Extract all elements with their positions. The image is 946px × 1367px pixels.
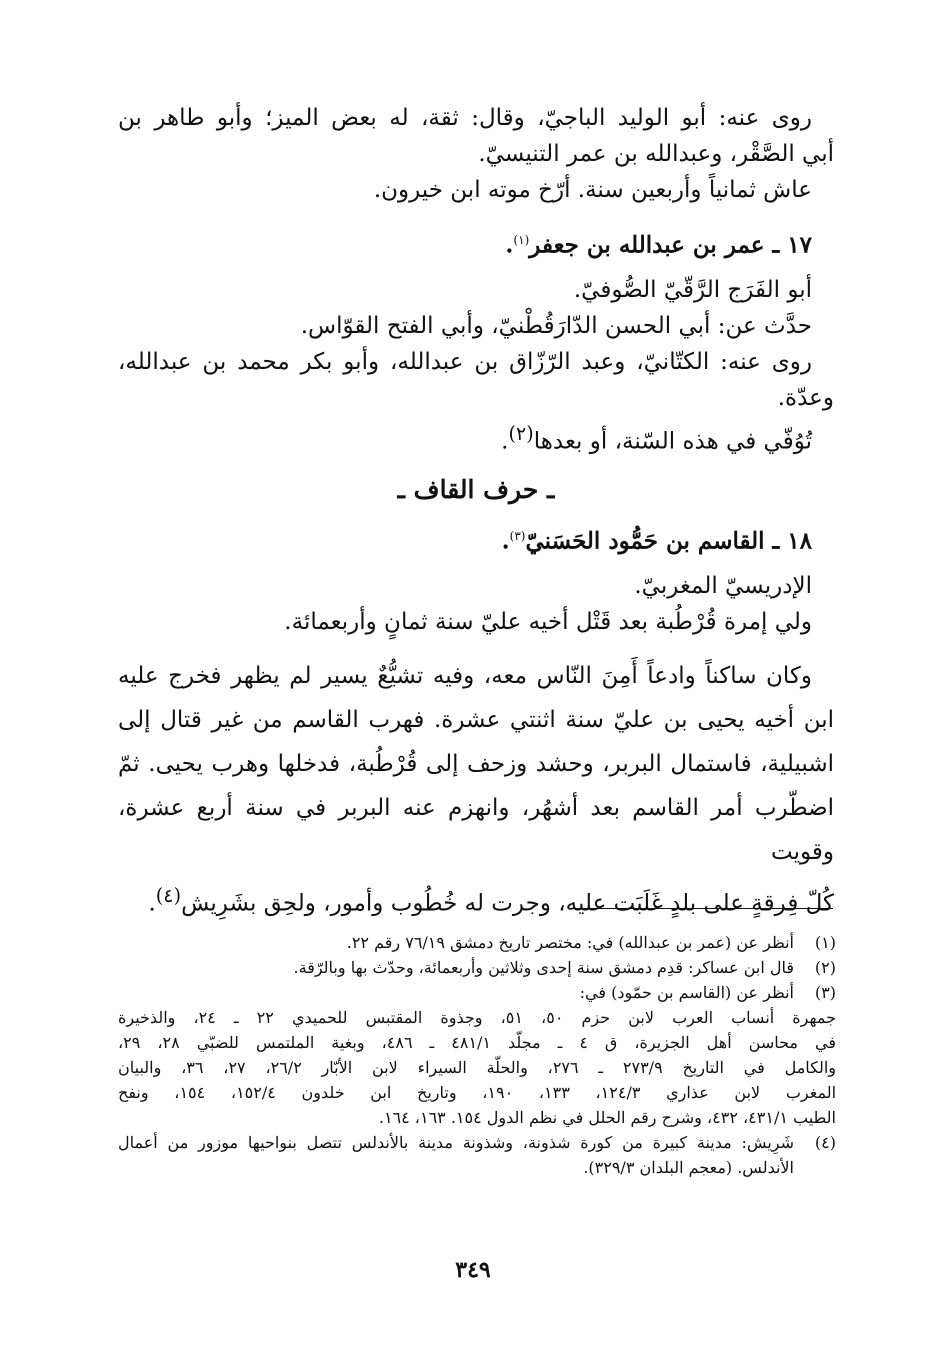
footnote-line: شَرِيش: مدينة كبيرة من كورة شذونة، وشذونة مدينة بالأندلس تتصل بنواحيها موزور من أعمال — [118, 1133, 794, 1152]
footnote-2 — [118, 955, 836, 980]
entry-heading-18 — [118, 518, 834, 560]
text-line: الإدريسيّ المغربيّ. — [634, 572, 812, 599]
footnote-ref: (٣) — [509, 529, 526, 544]
footnote-line: والكامل في التاريخ ٢٧٣/٩ ـ ٢٧٦، والحلّة السيراء لابن الأبّار ٢٦/٢، ٢٧، ٣٦، والبيان — [118, 1058, 837, 1077]
page-body — [118, 100, 834, 926]
text-line: ولي إمرة قُرْطُبة بعد قَتْل أخيه عليّ سنة ثمانٍ وأربعمائة. — [284, 608, 812, 635]
paragraph-line: اضطّرب أمر القاسم بعد أشهُر، وانهزم عنه البربر في سنة أربع عشرة، وقويت — [118, 794, 834, 865]
footnote-line: جمهرة أنساب العرب لابن حزم ٥٠، ٥١، وجذوة المقتبس للحميدي ٢٢ ـ ٢٤، والذخيرة — [118, 1008, 837, 1027]
footnote-number: (٤) — [814, 1133, 836, 1152]
line-end: . — [501, 428, 509, 455]
line-end: . — [148, 890, 156, 917]
footnote-separator — [575, 908, 833, 909]
footnote-number: (٢) — [814, 958, 836, 977]
text-line: روى عنه: أبو الوليد الباجيّ، وقال: ثقة، له بعض الميز؛ وأبو طاهر بن — [118, 105, 812, 131]
paragraph-line-last — [118, 874, 834, 926]
footnote-text: أنظر عن (عمر بن عبدالله) في: مختصر تاريخ دمشق ٧٦/١٩ رقم ٢٢. — [346, 933, 794, 952]
footnote-number: (١) — [814, 933, 836, 952]
footnote-text: أنظر عن (القاسم بن حمّود) في: — [579, 983, 794, 1002]
body-paragraph — [118, 654, 834, 926]
entry-title-end: . — [501, 527, 510, 555]
footnote-text: قال ابن عساكر: قدِم دمشق سنة إحدى وثلاثين وأربعمائة، وحدّث بها وبالرّقة. — [293, 958, 794, 977]
entry-title: ١٧ ـ عمر بن عبدالله بن جعفر — [529, 231, 812, 259]
footnote-4 — [118, 1130, 836, 1180]
footnote-line: المغرب لابن عذاري ١٢٤/٣، ١٣٣، ١٩٠، وتاريخ ابن خلدون ١٥٢/٤، ١٥٤، ونفح — [118, 1083, 837, 1102]
paragraph-line: وكان ساكناً وادعاً أَمِنَ النّاس معه، وفيه تشيُّعٌ يسير لم يظهر فخرج عليه — [118, 662, 812, 689]
chapter-heading: ـ حرف القاف ـ — [397, 475, 555, 505]
line-text: تُوُفّي في هذه السّنة، أو بعدها — [533, 428, 812, 455]
footnote-3 — [118, 980, 836, 1005]
page-number: ٣٤٩ — [455, 1257, 491, 1283]
entry-title-end: . — [505, 231, 514, 259]
text-line: روى عنه: الكتّانيّ، وعبد الرّزّاق بن عبدالله، وأبو بكر محمد بن عبدالله، — [118, 348, 812, 375]
entry-title: ١٨ ـ القاسم بن حَمُّود الحَسَنيّ — [525, 527, 812, 555]
paragraph-line: ابن أخيه يحيى بن عليّ سنة اثنتي عشرة. فهرب القاسم من غير قتال إلى — [118, 706, 834, 733]
footnote-ref: (٢) — [508, 421, 534, 445]
footnote-line: الطيب ٤٣١/١، ٤٣٢، وشرح رقم الحلل في نظم الدول ١٥٤. ١٦٣، ١٦٤. — [378, 1108, 836, 1127]
footnote-text — [118, 1130, 794, 1180]
text-line — [118, 416, 834, 460]
text-line: أبي الصَّقْر، وعبدالله بن عمر التنيسيّ. — [478, 141, 834, 167]
footnotes — [118, 930, 836, 1180]
text-line: حدَّث عن: أبي الحسن الدّارَقُطْنيّ، وأبي الفتح القوّاس. — [300, 312, 812, 339]
footnote-line: في محاسن أهل الجزيرة، ق ٤ ـ مجلّد ٤٨١/١ ـ ٤٨٦، وبغية الملتمس للضبّي ٢٨، ٢٩، — [118, 1033, 836, 1052]
footnote-line: الأندلس. (معجم البلدان ٣٢٩/٣). — [583, 1158, 794, 1177]
text-line: وعدّة. — [777, 384, 834, 411]
entry-heading-17 — [118, 222, 834, 264]
footnote-1 — [118, 930, 836, 955]
line-text: كُلّ فِرقةٍ على بلدٍ غَلَبَت عليه، وجرت له خُطُوب وأمور، ولحِق بشَرِيش — [181, 890, 834, 917]
footnote-3-sources — [118, 1005, 836, 1130]
text-line: عاش ثمانياً وأربعين سنة. أرّخ موته ابن خيرون. — [373, 177, 812, 203]
footnote-number: (٣) — [814, 983, 836, 1002]
footnote-ref: (٤) — [155, 883, 182, 907]
footnote-ref: (١) — [513, 233, 530, 247]
text-line: أبو الفَرَج الرَّقّيّ الصُّوفيّ. — [573, 276, 812, 303]
paragraph-line: اشبيلية، فاستمال البربر، وحشد وزحف إلى قُرْطُبة، فدخلها وهرب يحيى. ثمّ — [118, 750, 834, 777]
